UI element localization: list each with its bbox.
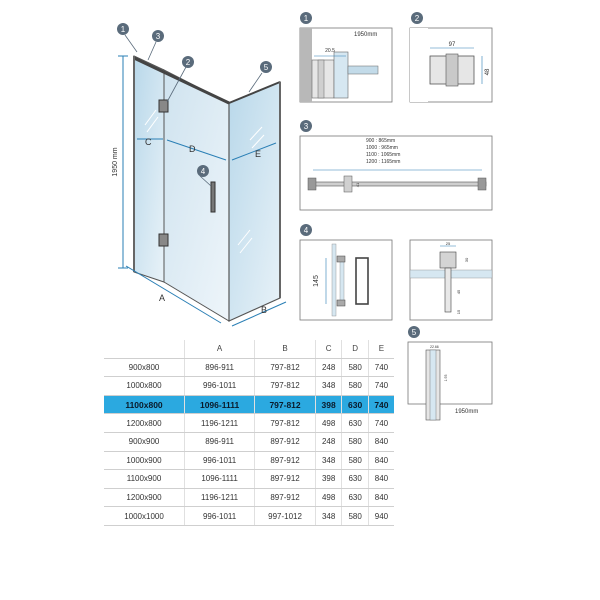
size-cell: 900x900: [104, 432, 185, 451]
size-cell: 1100x900: [104, 470, 185, 489]
dimension-cell: 897-912: [255, 488, 316, 507]
svg-text:48: 48: [485, 68, 491, 76]
dimension-cell: 630: [342, 395, 368, 414]
svg-text:97: 97: [448, 42, 456, 48]
dimension-cell: 1096-1111: [185, 395, 255, 414]
height-label: 1950 mm: [112, 147, 119, 177]
dimension-cell: 996-1011: [185, 377, 255, 396]
dimension-cell: 348: [315, 377, 341, 396]
svg-text:45: 45: [456, 289, 461, 295]
table-row: [104, 451, 394, 470]
size-cell: 1000x1000: [104, 507, 185, 526]
dimension-cell: 840: [368, 451, 394, 470]
svg-text:4: 4: [303, 226, 309, 235]
dimension-cell: 248: [315, 432, 341, 451]
table-header-cell: E: [368, 340, 394, 358]
dimension-cell: 630: [342, 470, 368, 489]
dimension-cell: 580: [342, 507, 368, 526]
dimension-cell: 797-812: [255, 358, 316, 377]
svg-text:1950mm: 1950mm: [354, 32, 378, 38]
svg-text:1: 1: [303, 14, 309, 23]
svg-text:1: 1: [120, 25, 126, 34]
dimension-cell: 840: [368, 488, 394, 507]
svg-text:1200 : 1165mm: 1200 : 1165mm: [366, 159, 401, 165]
svg-text:41: 41: [355, 182, 360, 188]
size-cell: 1000x800: [104, 377, 185, 396]
table-header-row: [104, 340, 394, 358]
table-row-highlighted: [104, 395, 394, 414]
fixed-glass-panel: [134, 56, 164, 282]
dimension-cell: 896-911: [185, 432, 255, 451]
detail-1: [300, 12, 392, 102]
dimension-cell: 1096-1111: [185, 470, 255, 489]
dimension-cell: 398: [315, 470, 341, 489]
dimension-cell: 740: [368, 395, 394, 414]
dimension-cell: 498: [315, 488, 341, 507]
svg-text:25: 25: [445, 241, 451, 246]
dimension-cell: 1196-1211: [185, 414, 255, 433]
table-header-cell: D: [342, 340, 368, 358]
door-glass-panel: [164, 70, 229, 321]
size-cell: 1100x800: [104, 395, 185, 414]
table-header-cell: A: [185, 340, 255, 358]
dimension-cell: 580: [342, 432, 368, 451]
dimension-cell: 897-912: [255, 470, 316, 489]
dimension-cell: 580: [342, 451, 368, 470]
svg-text:1.93: 1.93: [444, 374, 448, 382]
dimension-cell: 398: [315, 395, 341, 414]
table-header-cell: B: [255, 340, 316, 358]
side-glass-panel: [229, 82, 280, 321]
svg-text:22.66: 22.66: [430, 345, 439, 349]
detail-4-handle: [300, 224, 392, 320]
svg-text:2: 2: [185, 58, 191, 67]
bottom-hinge: [159, 234, 168, 246]
svg-text:900 : 865mm: 900 : 865mm: [366, 138, 396, 144]
table-row: [104, 377, 394, 396]
size-cell: 900x800: [104, 358, 185, 377]
svg-text:5: 5: [411, 328, 417, 337]
dimension-cell: 797-812: [255, 395, 316, 414]
detail-5: [408, 326, 492, 420]
dimension-cell: 348: [315, 451, 341, 470]
dimension-cell: 840: [368, 470, 394, 489]
dimension-cell: 797-812: [255, 414, 316, 433]
dimension-cell: 896-911: [185, 358, 255, 377]
svg-text:4: 4: [200, 167, 206, 176]
dimension-cell: 897-912: [255, 451, 316, 470]
dimension-cell: 996-1011: [185, 507, 255, 526]
dimension-cell: 997-1012: [255, 507, 316, 526]
table-row: [104, 358, 394, 377]
table-row: [104, 432, 394, 451]
dimension-cell: 630: [342, 414, 368, 433]
dimension-cell: 348: [315, 507, 341, 526]
table-header-cell: C: [315, 340, 341, 358]
dimension-e-label: E: [255, 149, 262, 159]
table-row: [104, 488, 394, 507]
dimension-cell: 630: [342, 488, 368, 507]
detail-4-section: [410, 240, 492, 320]
size-cell: 1200x800: [104, 414, 185, 433]
dimension-c-label: C: [145, 137, 152, 147]
dimension-cell: 940: [368, 507, 394, 526]
detail-3: [300, 120, 492, 210]
table-row: [104, 470, 394, 489]
svg-text:1100 : 1065mm: 1100 : 1065mm: [366, 152, 401, 158]
svg-text:30: 30: [464, 257, 469, 263]
dimension-cell: 797-812: [255, 377, 316, 396]
dimension-cell: 740: [368, 414, 394, 433]
dimension-a-label: A: [159, 293, 166, 303]
svg-text:3: 3: [303, 122, 309, 131]
table-header-cell: [104, 340, 185, 358]
svg-text:15: 15: [456, 309, 461, 315]
dimension-cell: 580: [342, 377, 368, 396]
svg-text:3: 3: [155, 32, 161, 41]
door-handle: [211, 182, 215, 212]
dimension-cell: 1196-1211: [185, 488, 255, 507]
detail-2: [410, 12, 492, 102]
dimensions-table: [104, 340, 394, 526]
size-cell: 1200x900: [104, 488, 185, 507]
dimension-d-label: D: [189, 144, 196, 154]
svg-text:2: 2: [414, 14, 420, 23]
dimension-cell: 498: [315, 414, 341, 433]
dimension-cell: 248: [315, 358, 341, 377]
dimension-cell: 580: [342, 358, 368, 377]
top-hinge: [159, 100, 168, 112]
table-row: [104, 507, 394, 526]
svg-text:1950mm: 1950mm: [455, 409, 479, 415]
svg-text:20.5: 20.5: [325, 48, 335, 54]
dimension-cell: 740: [368, 358, 394, 377]
dimension-cell: 740: [368, 377, 394, 396]
dimension-b-label: B: [261, 305, 268, 315]
size-cell: 1000x900: [104, 451, 185, 470]
svg-text:145: 145: [313, 275, 320, 287]
svg-text:5: 5: [263, 63, 269, 72]
dimension-cell: 897-912: [255, 432, 316, 451]
dimension-cell: 840: [368, 432, 394, 451]
svg-text:1000 : 965mm: 1000 : 965mm: [366, 145, 398, 151]
dimension-cell: 996-1011: [185, 451, 255, 470]
table-row: [104, 414, 394, 433]
